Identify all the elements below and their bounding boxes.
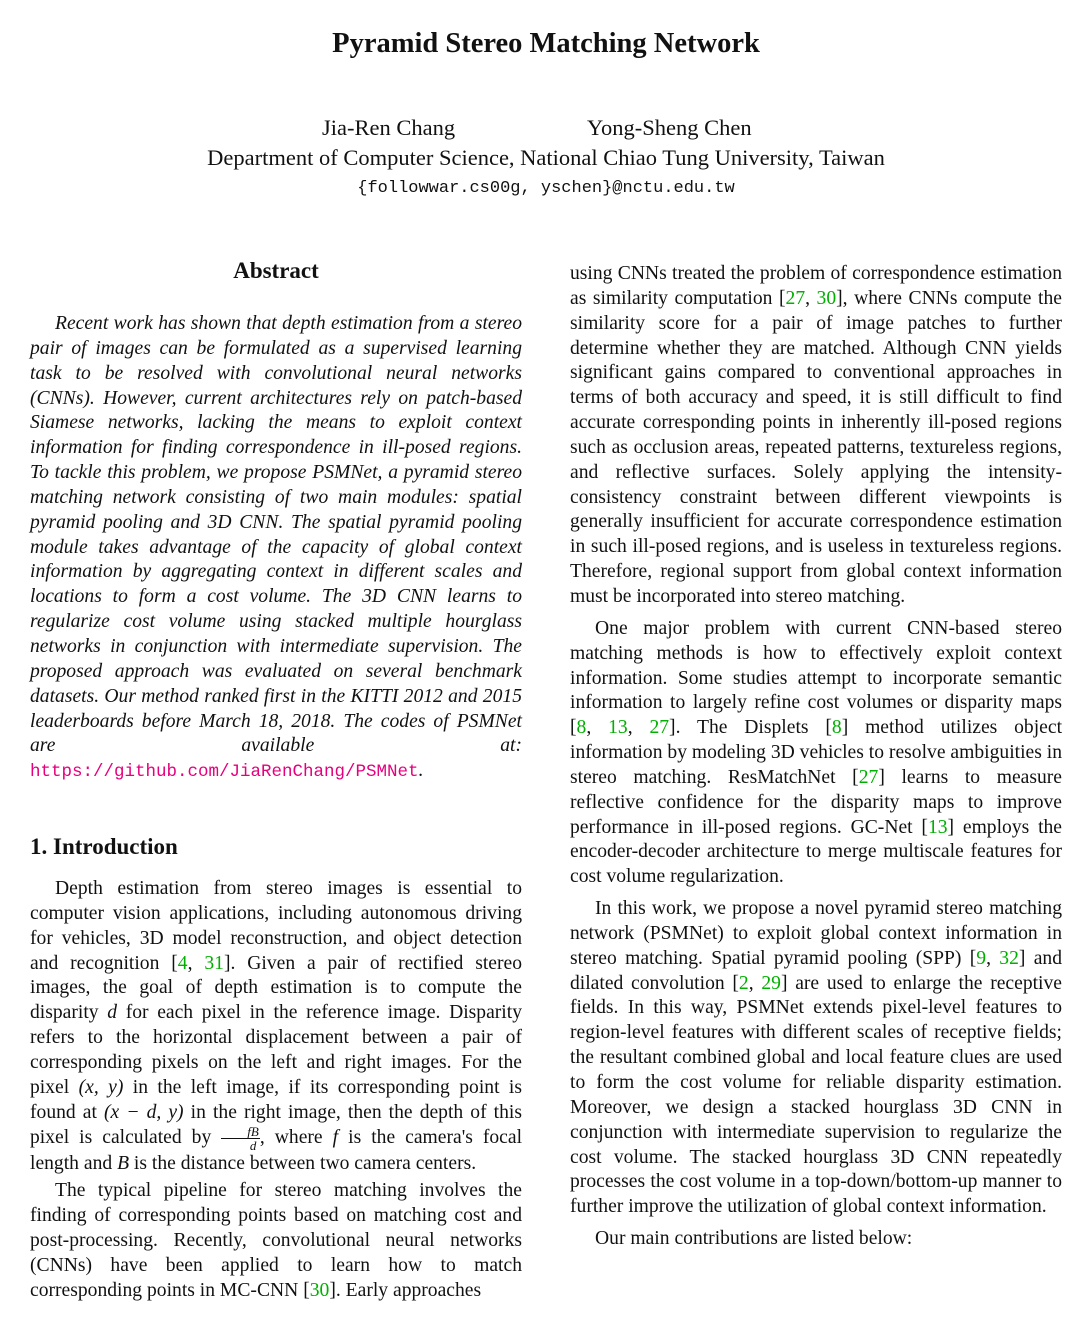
paragraph: Our main contributions are listed below: xyxy=(595,1228,913,1250)
abstract-end: . xyxy=(418,760,424,782)
author-email: {followwar.cs00g, yschen}@nctu.edu.tw xyxy=(357,179,735,198)
code-link[interactable]: https://github.com/JiaRenChang/PSMNet xyxy=(30,762,419,783)
citation-link[interactable]: 13 xyxy=(608,717,628,739)
author-name: Jia-Ren Chang xyxy=(322,115,456,140)
paragraph: In this work, we propose a novel pyramid stereo matching network (PSMNet) to exploit global context information in stereo matching. Spatial pyramid pooling (SPP) [9, 32] and dilated convolution [2, 29] are used to enlarge the receptive fields. In this way, PSMNet extends pixel-level features to region-level features with different scales of receptive fields; the resultant combined global and local feature clues are used to form the cost volume for reliable disparity estimation. Moreover, we design a stacked hourglass 3D CNN in conjunction with intermediate supervision to regularize the cost volume. The stacked hourglass 3D CNN repeatedly processes the cost volume in a top-down/bottom-up manner to further improve the utilization of global context information. xyxy=(570,898,1062,1218)
math-var: B xyxy=(117,1153,130,1175)
affiliation: Department of Computer Science, National Chiao Tung University, Taiwan xyxy=(207,145,885,170)
math-expr: (x − d, y) xyxy=(104,1101,184,1123)
abstract-text: Recent work has shown that depth estimation from a stereo pair of images can be formulated as a supervised learning task to be resolved with convolutional neural networks (CNNs). However, current architectures rely on patch-based Siamese networks, lacking the means to exploit context information for finding correspondence in ill-posed regions. To tackle this problem, we propose PSMNet, a pyramid stereo matching network consisting of two main modules: spatial pyramid pooling and 3D CNN. The spatial pyramid pooling module takes advantage of the capacity of global context information by aggregating context in different scales and locations to form a cost volume. The 3D CNN learns to regularize cost volume using stacked multiple hourglass networks in conjunction with intermediate supervision. The proposed approach was evaluated on several benchmark datasets. Our method ranked first in the KITTI 2012 and 2015 leaderboards before March 18, 2018. The codes of PSMNet are available at: xyxy=(30,313,522,757)
math-expr: (x, y) xyxy=(78,1076,124,1098)
intro-left-column xyxy=(30,877,522,1304)
abstract-body xyxy=(30,312,522,785)
citation-link[interactable]: 8 xyxy=(831,717,842,739)
author-name: Yong-Sheng Chen xyxy=(587,115,752,140)
citation-link[interactable]: 9 xyxy=(976,947,987,969)
citation-link[interactable]: 27 xyxy=(858,766,879,788)
paragraph: using CNNs treated the problem of correspondence estimation as similarity computation [27, 30], where CNNs compute the similarity score for a pair of image patches to further determine whether they are matched. Although CNN yields significant gains compared to conventional approaches in terms of both accuracy and speed, it is still difficult to find accurate corresponding points in inherently ill-posed regions such as occlusion areas, repeated patterns, textureless regions, and reflective surfaces. Solely applying the intensity-consistency constraint between different viewpoints is generally insufficient for accurate correspondence estimation in such ill-posed regions, and is useless in textureless regions. Therefore, regional support from global context information must be incorporated into stereo matching. xyxy=(570,263,1062,607)
depth-fraction: $\frac{fB}{d}$ xyxy=(221,1125,260,1152)
citation-link[interactable]: 32 xyxy=(999,947,1019,969)
paper-title: Pyramid Stereo Matching Network xyxy=(332,28,760,59)
abstract-heading: Abstract xyxy=(233,258,319,283)
math-var: d xyxy=(107,1002,118,1024)
paragraph: The typical pipeline for stereo matching involves the finding of corresponding points based on matching cost and post-processing. Recently, convolutional neural networks (CNNs) have been applied to learn how to match corresponding points in MC-CNN [30]. Early approaches xyxy=(30,1180,522,1301)
citation-link[interactable]: 29 xyxy=(761,972,781,994)
citation-link[interactable]: 4 xyxy=(177,952,188,974)
paragraph: One major problem with current CNN-based stereo matching methods is how to effectively exploit context information. Some studies attempt to incorporate semantic information to largely refine cost volumes or disparity maps [8, 13, 27]. The Displets [8] method utilizes object information by modeling 3D vehicles to resolve ambiguities in stereo matching. ResMatchNet [27] learns to measure reflective confidence for the disparity maps to improve performance in ill-posed regions. GC-Net [13] employs the encoder-decoder architecture to merge multiscale features for cost volume regularization. xyxy=(570,617,1063,888)
citation-link[interactable]: 27 xyxy=(649,717,670,739)
citation-link[interactable]: 30 xyxy=(816,287,837,309)
section-heading-introduction: 1. Introduction xyxy=(30,834,178,859)
citation-link[interactable]: 30 xyxy=(309,1279,330,1301)
citation-link[interactable]: 13 xyxy=(927,816,948,838)
right-column xyxy=(570,262,1062,1252)
math-var: f xyxy=(332,1127,339,1149)
citation-link[interactable]: 2 xyxy=(738,972,749,994)
citation-link[interactable]: 8 xyxy=(576,717,587,739)
citation-link[interactable]: 31 xyxy=(204,952,224,974)
citation-link[interactable]: 27 xyxy=(785,287,806,309)
paragraph: Depth estimation from stereo images is essential to computer vision applications, including autonomous driving for vehicles, 3D model reconstruction, and object detection and recognition [4, 31]. Given a pair of rectified stereo images, the goal of depth estimation is to compute the disparity d for each pixel in the reference image. Disparity refers to the horizontal displacement between a pair of corresponding pixels on the left and right images. For the pixel (x, y) in the left image, if its corresponding point is found at (x − d, y) in the right image, then the depth of this pixel is calculated by $\frac{fB}{d}$ , where f is the camera's focal length and B is the distance between two camera centers. xyxy=(30,878,523,1175)
